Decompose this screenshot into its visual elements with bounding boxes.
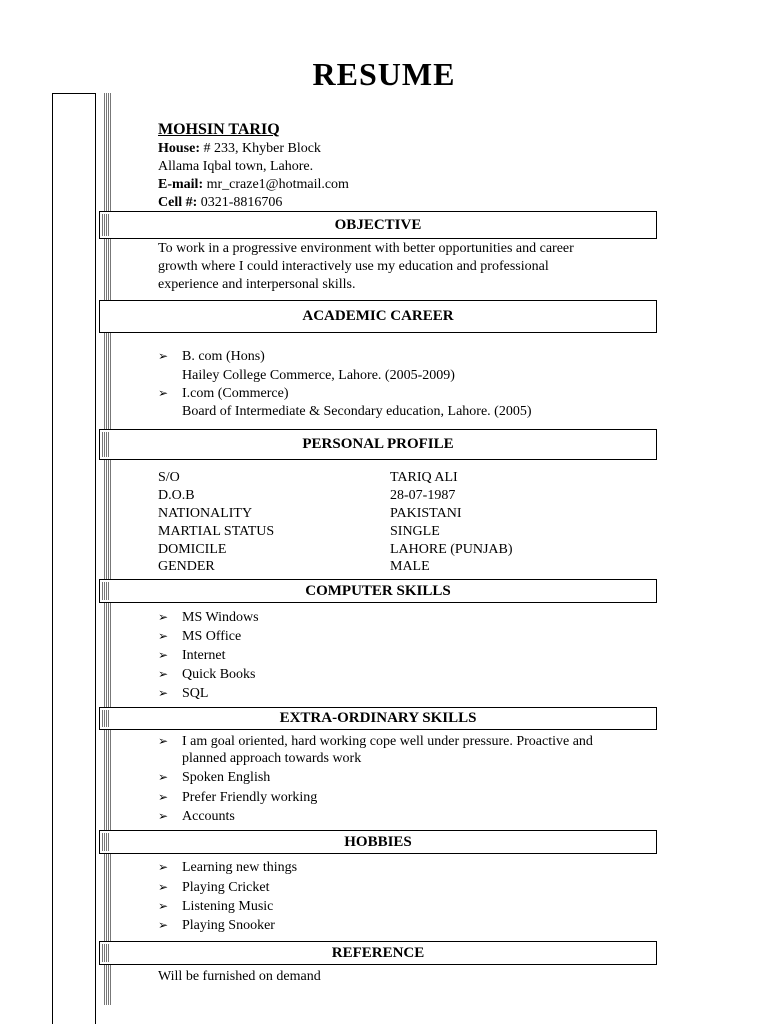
profile-label-so: S/O bbox=[158, 470, 180, 485]
section-hobbies-title: HOBBIES bbox=[344, 834, 412, 850]
house-label: House: bbox=[158, 141, 200, 156]
profile-value-gender: MALE bbox=[390, 559, 430, 574]
arrowhead-bullet-icon: ➢ bbox=[158, 349, 169, 363]
reference-text: Will be furnished on demand bbox=[158, 969, 321, 984]
arrowhead-bullet-icon: ➢ bbox=[158, 880, 169, 894]
arrowhead-bullet-icon: ➢ bbox=[158, 860, 169, 874]
email-label: E-mail: bbox=[158, 177, 204, 192]
arrowhead-bullet-icon: ➢ bbox=[158, 648, 169, 662]
computer-skill-5: SQL bbox=[182, 686, 209, 701]
resume-title: RESUME bbox=[312, 56, 456, 92]
candidate-name: MOHSIN TARIQ bbox=[158, 121, 280, 138]
section-personal bbox=[99, 429, 657, 460]
arrowhead-bullet-icon: ➢ bbox=[158, 610, 169, 624]
hobby-1: Learning new things bbox=[182, 860, 298, 875]
objective-line-1: To work in a progressive environment with better opportunities and career bbox=[158, 241, 574, 256]
section-academic bbox=[99, 300, 657, 333]
section-reference-title: REFERENCE bbox=[331, 945, 425, 961]
academic-institute-2: Board of Intermediate & Secondary education, Lahore. (2005) bbox=[182, 404, 532, 419]
section-objective-title: OBJECTIVE bbox=[334, 217, 422, 233]
objective-line-2: growth where I could interactively use my education and professional bbox=[158, 259, 549, 274]
academic-degree-1: B. com (Hons) bbox=[182, 349, 265, 364]
hobby-3: Listening Music bbox=[182, 899, 274, 914]
section-extra-title: EXTRA-ORDINARY SKILLS bbox=[279, 710, 477, 726]
hobby-4: Playing Snooker bbox=[182, 918, 275, 933]
extra-skill-2: Spoken English bbox=[182, 770, 271, 785]
arrowhead-bullet-icon: ➢ bbox=[158, 686, 169, 700]
hobby-2: Playing Cricket bbox=[182, 880, 270, 895]
profile-label-gender: GENDER bbox=[158, 559, 215, 574]
arrowhead-bullet-icon: ➢ bbox=[158, 629, 169, 643]
cell-label: Cell #: bbox=[158, 195, 198, 210]
profile-label-marital: MARTIAL STATUS bbox=[158, 524, 275, 539]
email-line bbox=[158, 176, 349, 193]
section-academic-title: ACADEMIC CAREER bbox=[302, 308, 454, 324]
profile-label-dob: D.O.B bbox=[158, 488, 195, 503]
house-line bbox=[158, 140, 321, 157]
extra-skill-3: Prefer Friendly working bbox=[182, 790, 318, 805]
arrowhead-bullet-icon: ➢ bbox=[158, 734, 169, 748]
arrowhead-bullet-icon: ➢ bbox=[158, 790, 169, 804]
academic-degree-2: I.com (Commerce) bbox=[182, 386, 289, 401]
cell-value: 0321-8816706 bbox=[197, 195, 283, 210]
page-border-left bbox=[52, 93, 53, 1024]
cell-line bbox=[158, 194, 282, 211]
profile-value-dob: 28-07-1987 bbox=[390, 488, 456, 503]
section-objective bbox=[99, 211, 657, 239]
section-extra bbox=[99, 707, 657, 730]
extra-skill-1-line-1: I am goal oriented, hard working cope well under pressure. Proactive and bbox=[182, 734, 593, 749]
profile-label-domicile: DOMICILE bbox=[158, 542, 227, 557]
arrowhead-bullet-icon: ➢ bbox=[158, 918, 169, 932]
section-computer-title: COMPUTER SKILLS bbox=[305, 583, 451, 599]
profile-label-nationality: NATIONALITY bbox=[158, 506, 253, 521]
profile-value-so: TARIQ ALI bbox=[390, 470, 458, 485]
page-border-inner bbox=[95, 93, 96, 1024]
arrowhead-bullet-icon: ➢ bbox=[158, 386, 169, 400]
arrowhead-bullet-icon: ➢ bbox=[158, 899, 169, 913]
profile-value-marital: SINGLE bbox=[390, 524, 440, 539]
page-border-top bbox=[52, 93, 96, 94]
computer-skill-1: MS Windows bbox=[182, 610, 259, 625]
extra-skill-1-line-2: planned approach towards work bbox=[182, 751, 362, 766]
computer-skill-3: Internet bbox=[182, 648, 226, 663]
objective-line-3: experience and interpersonal skills. bbox=[158, 277, 356, 292]
email-value: mr_craze1@hotmail.com bbox=[203, 177, 349, 192]
profile-value-domicile: LAHORE (PUNJAB) bbox=[390, 542, 513, 557]
extra-skill-4: Accounts bbox=[182, 809, 235, 824]
profile-value-nationality: PAKISTANI bbox=[390, 506, 462, 521]
address-line: Allama Iqbal town, Lahore. bbox=[158, 159, 314, 174]
academic-institute-1: Hailey College Commerce, Lahore. (2005-2009) bbox=[182, 368, 455, 383]
section-reference bbox=[99, 941, 657, 965]
arrowhead-bullet-icon: ➢ bbox=[158, 770, 169, 784]
house-value: # 233, Khyber Block bbox=[200, 141, 321, 156]
computer-skill-4: Quick Books bbox=[182, 667, 256, 682]
arrowhead-bullet-icon: ➢ bbox=[158, 809, 169, 823]
section-computer bbox=[99, 579, 657, 603]
computer-skill-2: MS Office bbox=[182, 629, 242, 644]
section-hobbies bbox=[99, 830, 657, 854]
section-personal-title: PERSONAL PROFILE bbox=[302, 436, 454, 452]
arrowhead-bullet-icon: ➢ bbox=[158, 667, 169, 681]
